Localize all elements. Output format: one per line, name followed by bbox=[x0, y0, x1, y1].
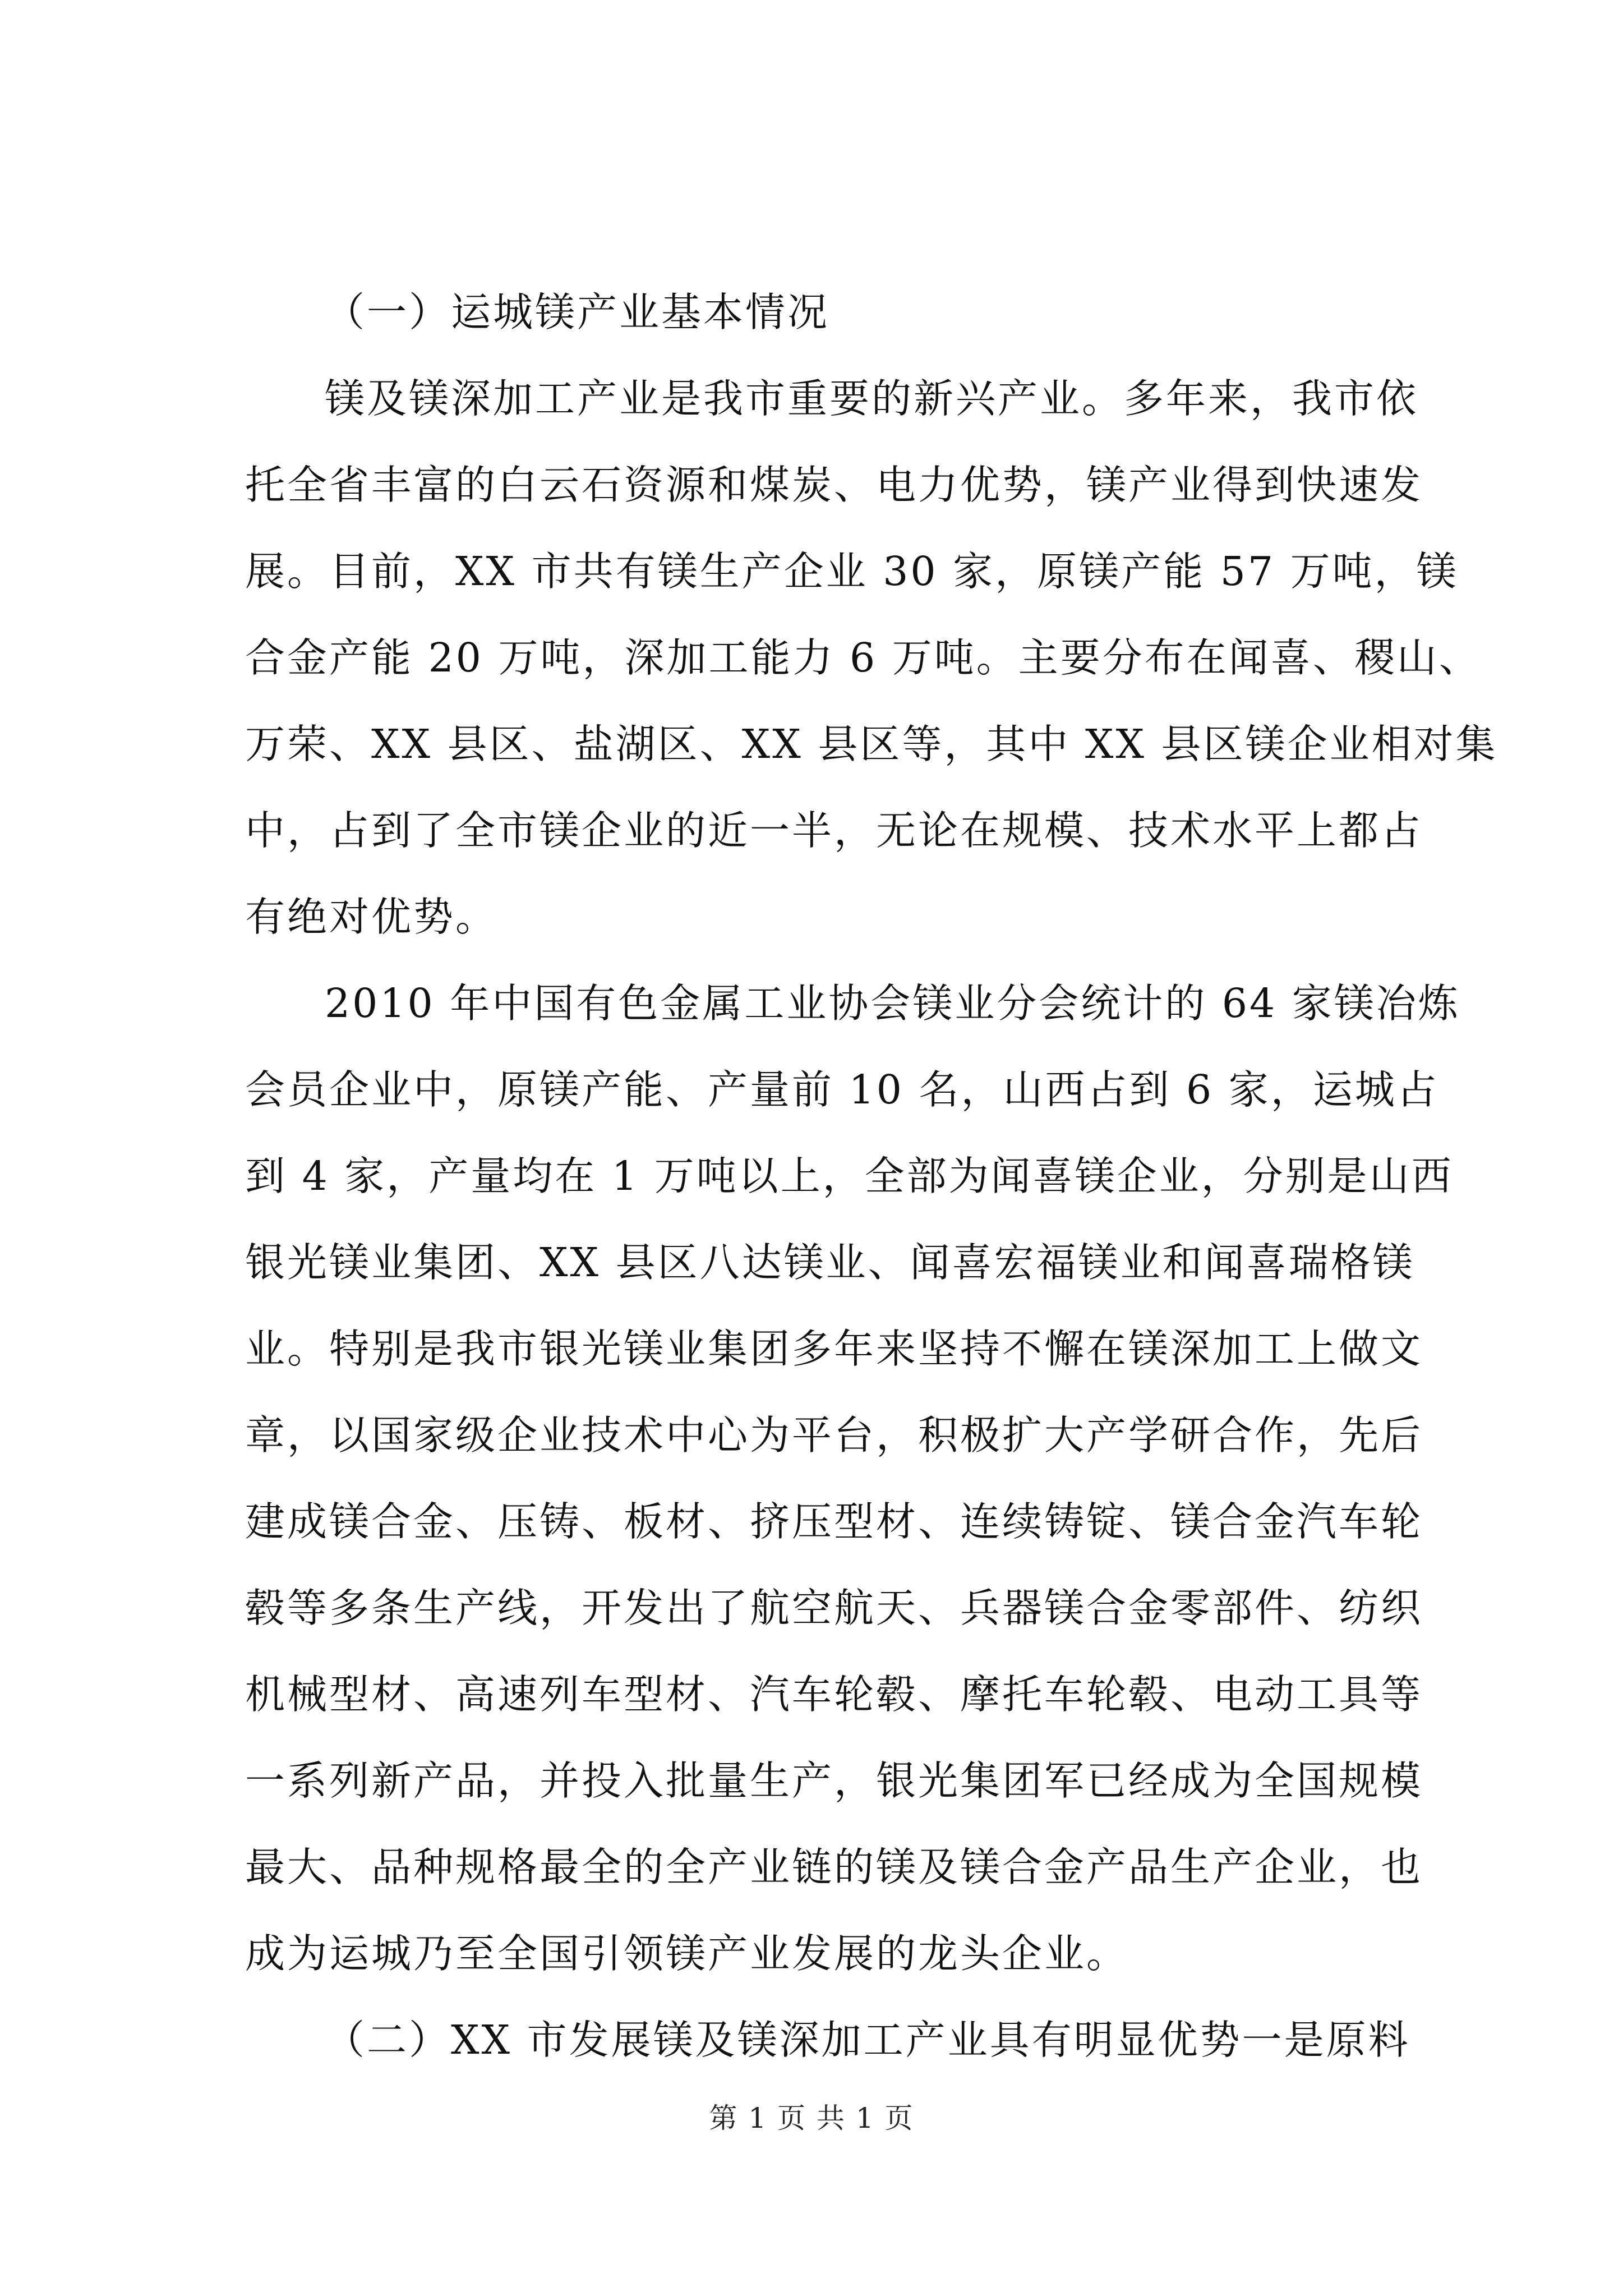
paragraph-1-line-6: 中，占到了全市镁企业的近一半，无论在规模、技术水平上都占 bbox=[245, 807, 1423, 854]
paragraph-1-line-7: 有绝对优势。 bbox=[245, 894, 498, 940]
paragraph-2-line-6: 章，以国家级企业技术中心为平台，积极扩大产学研合作，先后 bbox=[245, 1412, 1423, 1458]
paragraph-1-line-3: 展。目前，XX 市共有镁生产企业 30 家，原镁产能 57 万吨，镁 bbox=[245, 548, 1459, 595]
paragraph-2-line-5: 业。特别是我市银光镁业集团多年来坚持不懈在镁深加工上做文 bbox=[245, 1326, 1423, 1372]
section-heading-1: （一）运城镁产业基本情况 bbox=[325, 289, 830, 335]
paragraph-2-line-3: 到 4 家，产量均在 1 万吨以上，全部为闻喜镁企业，分别是山西 bbox=[245, 1153, 1454, 1199]
paragraph-1-line-4: 合金产能 20 万吨，深加工能力 6 万吨。主要分布在闻喜、稷山、 bbox=[245, 634, 1481, 681]
document-body bbox=[245, 269, 1498, 2083]
paragraph-1-line-5: 万荣、XX 县区、盐湖区、XX 县区等，其中 XX 县区镁企业相对集 bbox=[245, 721, 1498, 767]
paragraph-2-line-4: 银光镁业集团、XX 县区八达镁业、闻喜宏福镁业和闻喜瑞格镁 bbox=[245, 1239, 1415, 1286]
paragraph-2-line-1: 2010 年中国有色金属工业协会镁业分会统计的 64 家镁冶炼 bbox=[325, 980, 1460, 1027]
paragraph-2-line-9: 机械型材、高速列车型材、汽车轮毂、摩托车轮毂、电动工具等 bbox=[245, 1671, 1423, 1718]
paragraph-2-line-2: 会员企业中，原镁产能、产量前 10 名，山西占到 6 家，运城占 bbox=[245, 1066, 1439, 1113]
paragraph-1-line-1: 镁及镁深加工产业是我市重要的新兴产业。多年来，我市依 bbox=[325, 375, 1419, 422]
page-footer: 第 1 页 共 1 页 bbox=[709, 2102, 914, 2134]
paragraph-2-line-10: 一系列新产品，并投入批量生产，银光集团军已经成为全国规模 bbox=[245, 1757, 1423, 1804]
section-heading-2: （二）XX 市发展镁及镁深加工产业具有明显优势一是原料 bbox=[325, 2017, 1410, 2063]
paragraph-1-line-2: 托全省丰富的白云石资源和煤炭、电力优势，镁产业得到快速发 bbox=[245, 462, 1423, 508]
paragraph-2-line-12: 成为运城乃至全国引领镁产业发展的龙头企业。 bbox=[245, 1930, 1129, 1977]
paragraph-2-line-7: 建成镁合金、压铸、板材、挤压型材、连续铸锭、镁合金汽车轮 bbox=[245, 1498, 1423, 1545]
paragraph-2-line-8: 毂等多条生产线，开发出了航空航天、兵器镁合金零部件、纺织 bbox=[245, 1585, 1423, 1631]
paragraph-2-line-11: 最大、品种规格最全的全产业链的镁及镁合金产品生产企业，也 bbox=[245, 1844, 1423, 1890]
